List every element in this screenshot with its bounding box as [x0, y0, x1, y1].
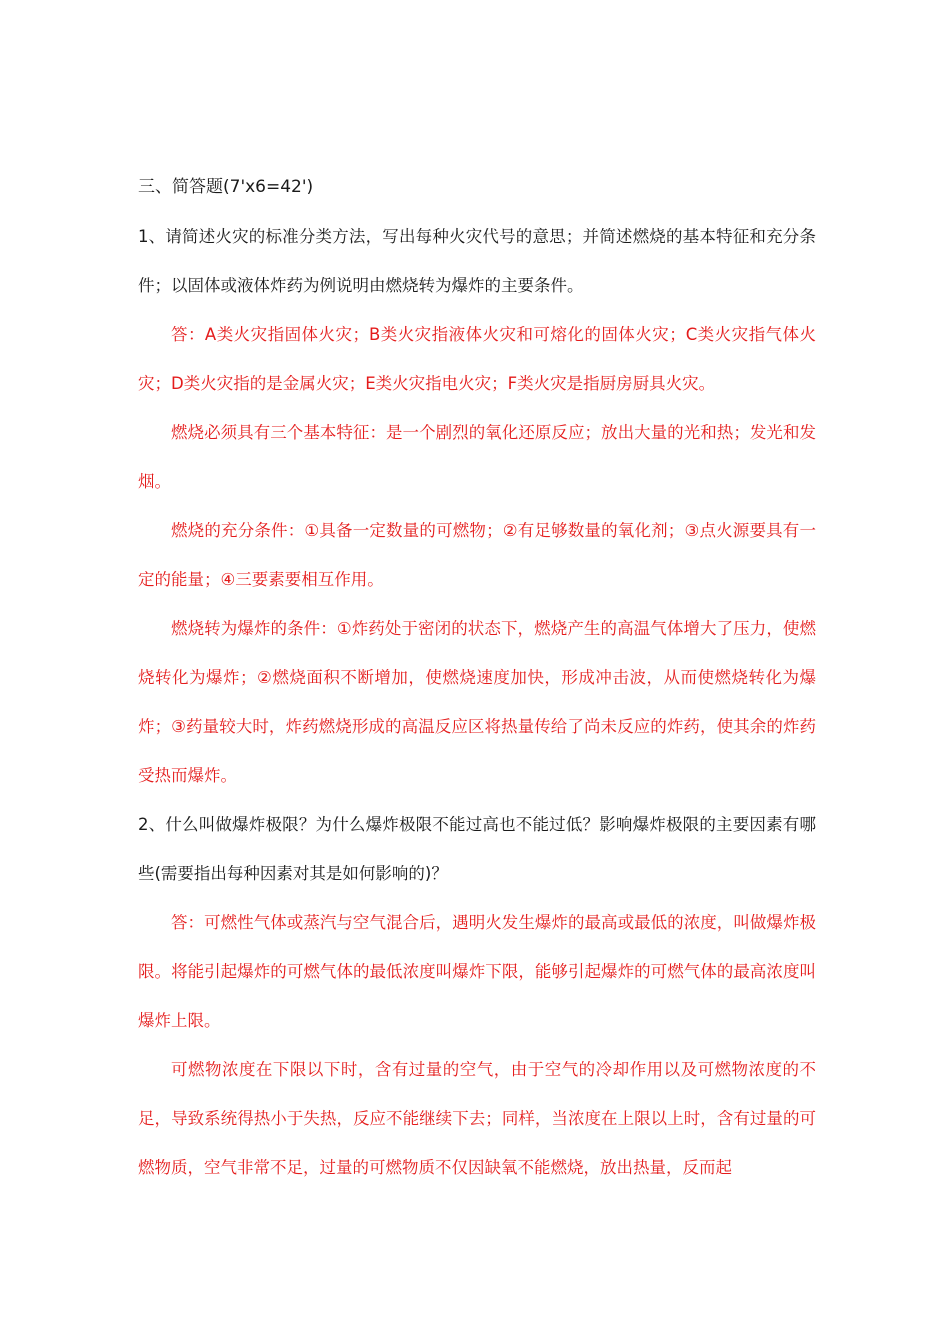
answer-1-conditions: 燃烧的充分条件：①具备一定数量的可燃物；②有足够数量的氧化剂；③点火源要具有一定的能量；④三要素要相互作用。 [138, 521, 816, 589]
question-1: 1、请简述火灾的标准分类方法，写出每种火灾代号的意思；并简述燃烧的基本特征和充分条件；以固体或液体炸药为例说明由燃烧转为爆炸的主要条件。 [138, 227, 816, 295]
document-page [138, 163, 816, 1192]
question-2: 2、什么叫做爆炸极限？为什么爆炸极限不能过高也不能过低？影响爆炸极限的主要因素有哪些(需要指出每种因素对其是如何影响的)？ [138, 815, 816, 883]
answer-2-definition: 答：可燃性气体或蒸汽与空气混合后，遇明火发生爆炸的最高或最低的浓度，叫做爆炸极限。将能引起爆炸的可燃气体的最低浓度叫爆炸下限，能够引起爆炸的可燃气体的最高浓度叫爆炸上限。 [138, 913, 816, 1030]
section-title: 三、简答题(7'x6=42') [138, 177, 314, 197]
answer-1-explosion-conditions: 燃烧转为爆炸的条件：①炸药处于密闭的状态下，燃烧产生的高温气体增大了压力，使燃烧转化为爆炸；②燃烧面积不断增加，使燃烧速度加快，形成冲击波，从而使燃烧转化为爆炸；③药量较大时，炸药燃烧形成的高温反应区将热量传给了尚未反应的炸药，使其余的炸药受热而爆炸。 [138, 619, 816, 785]
answer-1-features: 燃烧必须具有三个基本特征：是一个剧烈的氧化还原反应；放出大量的光和热；发光和发烟。 [138, 423, 816, 491]
answer-2-explanation: 可燃物浓度在下限以下时，含有过量的空气，由于空气的冷却作用以及可燃物浓度的不足，导致系统得热小于失热，反应不能继续下去；同样，当浓度在上限以上时，含有过量的可燃物质，空气非常不足，过量的可燃物质不仅因缺氧不能燃烧，放出热量，反而起 [138, 1060, 816, 1177]
answer-1-classification: 答：A类火灾指固体火灾；B类火灾指液体火灾和可熔化的固体火灾；C类火灾指气体火灾；D类火灾指的是金属火灾；E类火灾指电火灾；F类火灾是指厨房厨具火灾。 [138, 325, 816, 393]
